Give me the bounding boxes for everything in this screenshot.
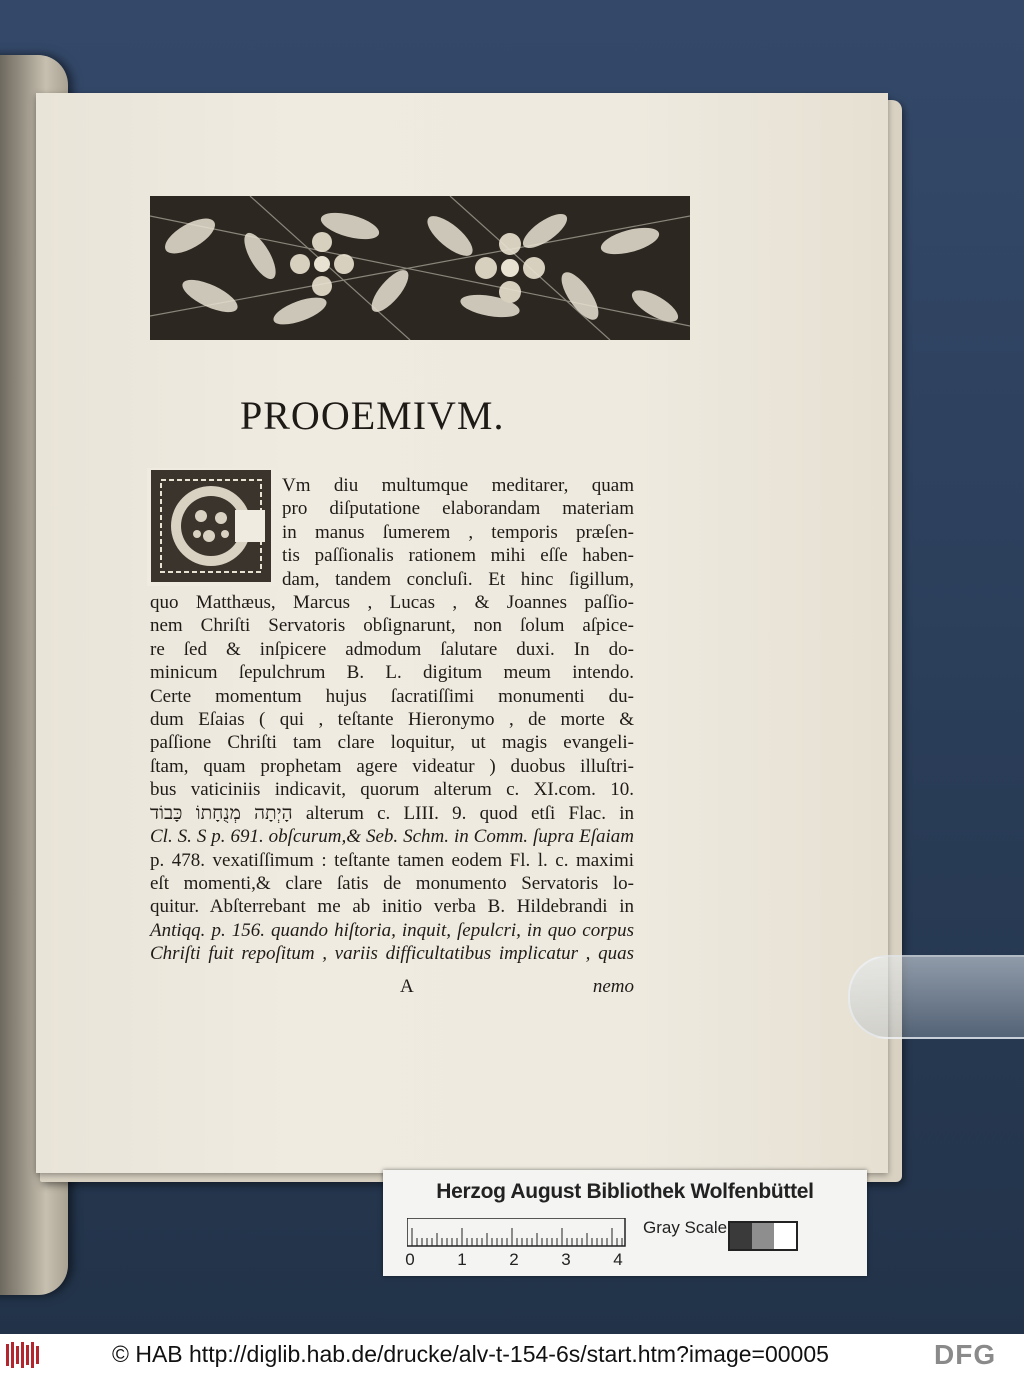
text-line: tis paſſionalis rationem mihi eſſe haben-: [282, 545, 634, 567]
floral-headpiece-ornament: [150, 196, 690, 340]
gray-patch: [752, 1223, 774, 1249]
text-line: pro diſputatione elaborandam materiam: [282, 498, 634, 520]
text-line: quo Matthæus, Marcus , Lucas , & Joannes paſſio-: [150, 592, 634, 614]
text-line: dam, tandem concluſi. Et hinc ſigillum,: [282, 568, 634, 590]
text-line: nem Chriſti Servatoris obſignarunt, non ſolum aſpice-: [150, 615, 634, 637]
page-title: PROOEMIVM.: [240, 393, 505, 438]
body-text: [150, 474, 634, 966]
text-line: bus vaticiniis indicavit, quorum alterum c. XI.com. 10.: [150, 779, 634, 801]
ruler-number: 2: [509, 1250, 519, 1269]
text-line: in manus ſumerem , temporis præſen-: [282, 521, 634, 543]
ruler-scale: [407, 1218, 627, 1248]
text-line: Vm diu multumque meditarer, quam: [282, 475, 634, 496]
card-title: Herzog August Bibliothek Wolfenbüttel: [436, 1180, 814, 1203]
text-line: paſſione Chriſti tam clare loquitur, ut magis evangeli-: [150, 732, 634, 754]
text-line: הָיְתָה מְנֻחָתוֹ כָּבוֹד alterum c. LIII. 9. quod etſi Flac. in: [150, 802, 634, 824]
gray-scale-swatch: [728, 1221, 798, 1251]
ruler-number: 1: [457, 1250, 467, 1269]
ruler-number: 3: [561, 1250, 571, 1269]
text-line: Cl. S. S p. 691. obſcurum,& Seb. Schm. in Comm. ſupra Eſaiam: [150, 826, 634, 848]
text-line: eſt momenti,& clare ſatis de monumento Servatoris lo-: [150, 872, 634, 894]
footer-bar: [0, 1334, 1024, 1376]
gray-patch: [730, 1223, 752, 1249]
text-line: dum Eſaias ( qui , teſtante Hieronymo , de morte &: [150, 709, 634, 731]
text-line: re ſed & inſpicere admodum ſalutare duxi. In do-: [150, 638, 634, 660]
ruler-number: 4: [613, 1250, 623, 1269]
text-line: Chriſti fuit repoſitum , variis difficultatibus implicatur , quas: [150, 943, 634, 965]
text-line: Certe momentum hujus ſacratiſſimi monumenti du-: [150, 685, 634, 707]
dfg-logo: DFG: [934, 1339, 997, 1370]
text-line: p. 478. vexatiſſimum : teſtante tamen eodem Fl. l. c. maximi: [150, 849, 634, 871]
hab-logo-icon: [6, 1342, 40, 1368]
text-line: ſtam, quam prophetam agere videatur ) duobus illuſtri-: [150, 755, 634, 777]
color-calibration-card: [383, 1170, 867, 1276]
copyright-url[interactable]: © HAB http://diglib.hab.de/drucke/alv-t-154-6s/start.htm?image=00005: [112, 1341, 829, 1367]
ruler-number: 0: [405, 1250, 415, 1269]
text-line: Antiqq. p. 156. quando hiſtoria, inquit, ſepulcri, in quo corpus: [150, 919, 634, 941]
signature-mark: A: [400, 976, 414, 997]
text-line: quitur. Abſterrebant me ab initio verba B. Hildebrandi in: [150, 896, 634, 918]
gray-patch: [774, 1223, 796, 1249]
catchword: nemo: [592, 976, 634, 997]
text-line: minicum ſepulchrum B. L. digitum meum intendo.: [150, 662, 634, 684]
glass-weight: [848, 955, 1024, 1039]
gray-scale-label: Gray Scale: [643, 1218, 728, 1237]
